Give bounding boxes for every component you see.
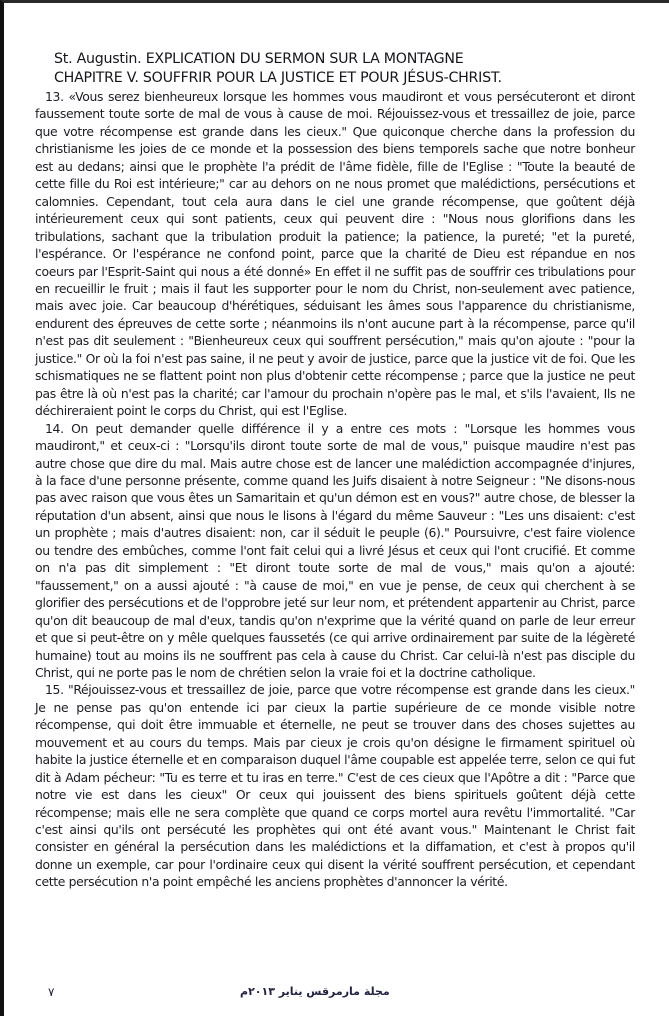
document-title: St. Augustin. EXPLICATION DU SERMON SUR LA MONTAGNE: [54, 51, 464, 67]
paragraph-13: [35, 88, 635, 420]
document-content: [35, 50, 635, 891]
paragraph-text: On peut demander quelle différence il y a entre ces mots : "Lorsque les hommes vous maudiront," et ceux-ci : "Lorsqu'ils diront toute sorte de mal de vous," puisque maudire n'est pas autre chose que dire du mal. Mais autre chose est de lancer une malédiction accompagnée d'injures, à la face d'une personne présente, comme quand les Juifs disaient à notre Seigneur : "Ne disons-nous pas avec raison que vous êtes un Samaritain et qu'un démon est en vous?" autre chose, de blesser la réputation d'un absent, ainsi que nous le lisons à l'égard du même Sauveur : "Les uns disaient: c'est un prophète ; mais d'autres disaient: non, car il séduit le peuple (6)." Poursuivre, c'est faire violence ou tendre des embûches, comme l'ont fait celui qui a livré Jésus et ceux qui l'ont crucifié. Et comme on n'a pas dit simplement : "Et diront toute sorte de mal de vous," mais qu'on a ajouté: "faussement," on a aussi ajouté : "à cause de moi," en vue je pense, de ceux qui cherchent à se glorifier des persécutions et de l'opprobre jeté sur leur nom, et prétendent appartenir au Christ, parce qu'on dit beaucoup de mal d'eux, tandis qu'on n'exprime que la vérité quand on parle de leur erreur et que si peut-être on y mêle quelques faussetés (ce qui arrive ordinairement par suite de la légèreté humaine) tout au moins ils ne souffrent pas cela à cause du Christ. Car celui-là n'est pas disciple du Christ, qui ne porte pas le nom de chrétien selon la vraie foi et la doctrine catholique.: [35, 420, 635, 680]
journal-name: مجلة مارمرقس يناير ٢٠١٣م: [240, 985, 390, 998]
paragraph-text: "Réjouissez-vous et tressaillez de joie, parce que votre récompense est grande dans les cieux." Je ne pense pas qu'on entende ici par cieux la partie supérieure de ce monde visible notre récompense, qui doit être immuable et éternelle, ne peut se trouver dans des choses sujettes au mouvement et au cours du temps. Mais par cieux je crois qu'on désigne le firmament spirituel où habite la justice éternelle et en comparaison duquel l'âme coupable est appelée terre, selon ce qui fut dit à Adam pécheur: "Tu es terre et tu iras en terre." C'est de ces cieux que l'Apôtre a dit : "Parce que notre vie est dans les cieux" Or ceux qui jouissent des biens spirituels goûtent déjà cette récompense; mais elle ne sera complète que quand ce corps mortel aura revêtu l'immortalité. "Car c'est ainsi qu'ils ont persécuté les prophètes qui ont été avant vous." Maintenant le Christ fait consister en général la persécution dans les malédictions et la diffamation, et c'est à propos qu'il donne un exemple, car pour l'ordinaire ceux qui disent la vérité souffrent persécution, et cependant cette persécution n'a point empêché les anciens prophètes d'annoncer la vérité.: [35, 682, 635, 890]
paragraph-15: [35, 681, 635, 890]
page-number: ٧: [48, 985, 55, 999]
chapter-title: CHAPITRE V. SOUFFRIR POUR LA JUSTICE ET POUR JÉSUS-CHRIST.: [54, 70, 502, 86]
paragraph-14: [35, 420, 635, 682]
paragraph-number: 14.: [45, 420, 64, 436]
paragraph-number: 13.: [45, 89, 64, 104]
paragraph-number: 15.: [45, 682, 64, 698]
page-footer: [35, 985, 635, 1005]
paragraph-text: «Vous serez bienheureux lorsque les hommes vous maudiront et vous persécuteront et diront faussement toute sorte de mal de vous à cause de moi. Réjouissez-vous et tressaillez de joie, parce que votre récompense est grande dans les cieux." Que quiconque cherche dans la profession du christianisme les joies de ce monde et la possession des biens temporels sache que notre bonheur est au dedans; ainsi que le prophète l'a prédit de l'âme fidèle, fille de l'Eglise : "Toute la beauté de cette fille du Roi est intérieure;" car au dehors on ne nous promet que malédictions, persécutions et calomnies. Cependant, tout cela aura dans le ciel une grande récompense, que goûtent déjà intérieurement ceux qui sont patients, ceux qui peuvent dire : "Nous nous glorifions dans les tribulations, sachant que la tribulation produit la patience; la patience, la pureté; "et la pureté, l'espérance. Or l'espérance ne confond point, parce que la charité de Dieu est répandue en nos coeurs par l'Esprit-Saint qui nous a été donné» En effet il ne suffit pas de souffrir ces tribulations pour en recueillir le fruit ; mais il faut les supporter pour le nom du Christ, non-seulement avec patience, mais avec joie. Car beaucoup d'hérétiques, séduisant les âmes sous l'apparence du christianisme, endurent des épreuves de cette sorte ; néanmoins ils n'ont aucune part à la récompense, parce qu'il n'est pas dit seulement : "Bienheureux ceux qui souffrent persécution," mais qu'on ajoute : "pour la justice." Or où la foi n'est pas saine, il ne peut y avoir de justice, parce que la justice vit de foi. Que les schismatiques ne se flattent point non plus d'obtenir cette récompense ; parce que la justice ne peut pas être là où n'est pas la charité; car l'amour du prochain n'opère pas le mal, et s'ils l'avaient, Ils ne déchireraient point le corps du Christ, qui est l'Eglise.: [35, 89, 636, 419]
